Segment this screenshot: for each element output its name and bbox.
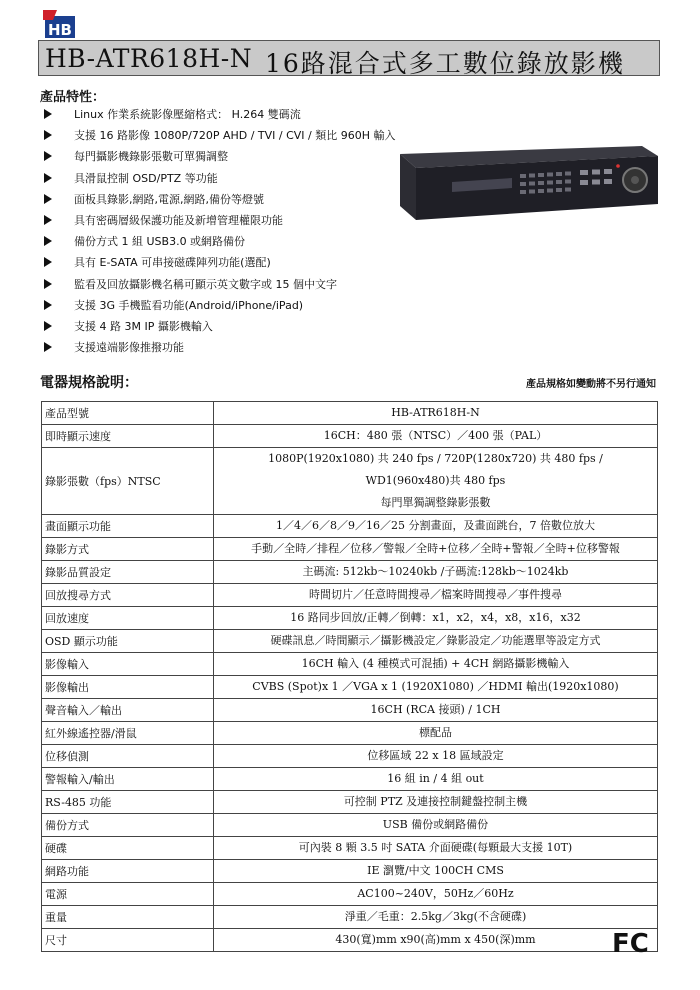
spec-value-line: 16 組 in / 4 組 out (387, 772, 484, 785)
spec-row (42, 584, 658, 607)
spec-label: 警報輸入/輸出 (42, 768, 214, 791)
spec-label: 回放速度 (42, 607, 214, 630)
bullet-arrow-icon (44, 173, 52, 183)
fc-mark-text: FC (612, 929, 649, 956)
spec-row (42, 814, 658, 837)
spec-label: 重量 (42, 906, 214, 929)
spec-change-notice: 產品規格如變動將不另行通知 (526, 379, 656, 390)
spec-label: 尺寸 (42, 929, 214, 952)
bullet-arrow-icon (44, 342, 52, 352)
spec-value-line: 16CH 輸入 (4 種模式可混插) + 4CH 網路攝影機輸入 (301, 657, 570, 670)
spec-value (214, 722, 658, 745)
title-banner (38, 40, 660, 76)
model-number: HB-ATR618H-N (45, 44, 253, 73)
spec-row (42, 676, 658, 699)
spec-label: 硬碟 (42, 837, 214, 860)
spec-label: 畫面顯示功能 (42, 515, 214, 538)
feature-text: 備份方式 1 組 USB3.0 或網路備份 (74, 235, 246, 249)
spec-value-line: WD1(960x480)共 480 fps (365, 474, 506, 487)
spec-value-line: 16 路同步回放/正轉／倒轉：x1，x2，x4，x8，x16，x32 (290, 611, 581, 624)
spec-value (214, 814, 658, 837)
spec-label: 回放搜尋方式 (42, 584, 214, 607)
feature-item (38, 189, 438, 210)
spec-row (42, 699, 658, 722)
spec-label: 紅外線遙控器/滑鼠 (42, 722, 214, 745)
feature-text: 具有 E-SATA 可串接磁碟陣列功能(選配) (74, 256, 271, 270)
spec-value (214, 791, 658, 814)
spec-label: 即時顯示速度 (42, 425, 214, 448)
spec-value-line: 430(寬)mm x90(高)mm x 450(深)mm (335, 933, 536, 946)
bullet-arrow-icon (44, 109, 52, 119)
spec-value (214, 745, 658, 768)
features-heading: 產品特性： (40, 90, 106, 105)
spec-row (42, 883, 658, 906)
bullet-arrow-icon (44, 194, 52, 204)
bullet-arrow-icon (44, 300, 52, 310)
spec-row (42, 791, 658, 814)
spec-value (214, 883, 658, 906)
spec-value-line: 可控制 PTZ 及連接控制鍵盤控制主機 (343, 795, 528, 808)
feature-item (38, 104, 438, 125)
spec-value (214, 676, 658, 699)
spec-value-line: 1／4／6／8／9／16／25 分割畫面，及畫面跳台，7 倍數位放大 (276, 519, 595, 532)
spec-row (42, 906, 658, 929)
spec-row (42, 538, 658, 561)
brand-logo (43, 10, 77, 40)
feature-item (38, 252, 438, 273)
spec-value-line: 時間切片／任意時間搜尋／檔案時間搜尋／事件搜尋 (309, 588, 562, 601)
spec-row (42, 837, 658, 860)
feature-item (38, 210, 438, 231)
spec-value-line: 每門單獨調整錄影張數 (380, 496, 491, 509)
spec-value (214, 425, 658, 448)
spec-row (42, 929, 658, 952)
dvr-device-image (392, 142, 660, 232)
spec-row (42, 860, 658, 883)
spec-value-line: 主碼流: 512kb～10240kb /子碼流:128kb～1024kb (302, 565, 569, 578)
bullet-arrow-icon (44, 321, 52, 331)
logo-text: HB (48, 21, 72, 39)
spec-value (214, 929, 658, 952)
spec-row (42, 448, 658, 515)
product-name: 16路混合式多工數位錄放影機 (265, 49, 625, 78)
feature-item (38, 125, 438, 146)
spec-value-line: 硬碟訊息／時間顯示／攝影機設定／錄影設定／功能選單等設定方式 (270, 634, 601, 647)
feature-text: 具滑鼠控制 OSD/PTZ 等功能 (74, 171, 218, 185)
spec-value-line: 標配品 (419, 726, 452, 739)
spec-row (42, 402, 658, 425)
spec-label: OSD 顯示功能 (42, 630, 214, 653)
feature-text: 支援 16 路影像 1080P/720P AHD / TVI / CVI / 類比 960H 輸入 (74, 129, 396, 143)
spec-value-line: HB-ATR618H-N (391, 406, 480, 419)
spec-value-line: 可內裝 8 顆 3.5 吋 SATA 介面硬碟(每顆最大支援 10T) (298, 841, 573, 854)
spec-row (42, 653, 658, 676)
feature-text: 支援遠端影像推撥功能 (74, 341, 184, 355)
feature-item (38, 337, 438, 358)
spec-value (214, 837, 658, 860)
spec-value (214, 768, 658, 791)
spec-label: RS-485 功能 (42, 791, 214, 814)
spec-value (214, 630, 658, 653)
spec-row (42, 561, 658, 584)
feature-item (38, 316, 438, 337)
spec-label: 產品型號 (42, 402, 214, 425)
spec-row (42, 722, 658, 745)
spec-label: 錄影張數（fps）NTSC (42, 448, 214, 515)
spec-row (42, 425, 658, 448)
feature-text: Linux 作業系統影像壓縮格式： H.264 雙碼流 (74, 108, 301, 121)
spec-value (214, 448, 658, 515)
spec-label: 影像輸入 (42, 653, 214, 676)
spec-value-line: IE 瀏覽/中文 100CH CMS (367, 864, 504, 877)
spec-row (42, 515, 658, 538)
spec-row (42, 745, 658, 768)
bullet-arrow-icon (44, 130, 52, 140)
spec-value (214, 860, 658, 883)
spec-value-line: 手動／全時／排程／位移／警報／全時+位移／全時+警報／全時+位移警報 (251, 542, 620, 555)
feature-text: 具有密碼層級保護功能及新增管理權限功能 (74, 213, 283, 227)
bullet-arrow-icon (44, 257, 52, 267)
fc-certification-icon (612, 928, 652, 956)
spec-value-line: 淨重／毛重：2.5kg／3kg(不含硬碟) (344, 910, 527, 923)
spec-value-line: 位移區域 22 x 18 區域設定 (367, 749, 504, 762)
feature-text: 支援 4 路 3M IP 攝影機輸入 (74, 319, 213, 333)
spec-label: 聲音輸入／輸出 (42, 699, 214, 722)
spec-value-line: 1080P(1920x1080) 共 240 fps / 720P(1280x720) 共 480 fps / (268, 452, 603, 465)
bullet-arrow-icon (44, 236, 52, 246)
spec-value (214, 402, 658, 425)
spec-value-line: 16CH：480 張（NTSC）／400 張（PAL） (323, 429, 548, 442)
spec-row (42, 607, 658, 630)
spec-label: 電源 (42, 883, 214, 906)
spec-value (214, 607, 658, 630)
spec-value (214, 653, 658, 676)
feature-item (38, 231, 438, 252)
feature-text: 每門攝影機錄影張數可單獨調整 (74, 150, 228, 164)
feature-text: 支援 3G 手機監看功能(Android/iPhone/iPad) (74, 298, 304, 312)
feature-item (38, 168, 438, 189)
feature-text: 面板具錄影,網路,電源,網路,備份等燈號 (74, 192, 264, 206)
spec-value (214, 584, 658, 607)
spec-value (214, 561, 658, 584)
spec-value (214, 906, 658, 929)
feature-text: 監看及回放攝影機名稱可顯示英文數字或 15 個中文字 (74, 277, 337, 291)
spec-label: 網路功能 (42, 860, 214, 883)
bullet-arrow-icon (44, 151, 52, 161)
spec-label: 錄影品質設定 (42, 561, 214, 584)
spec-heading: 電器規格說明： (40, 375, 138, 391)
spec-value-line: USB 備份或網路備份 (382, 818, 489, 831)
spec-row (42, 768, 658, 791)
spec-value (214, 515, 658, 538)
spec-value-line: CVBS (Spot)x 1 ／VGA x 1 (1920X1080) ／HDMI 輸出(1920x1080) (252, 680, 619, 693)
feature-item (38, 274, 438, 295)
spec-label: 影像輸出 (42, 676, 214, 699)
spec-value-line: 16CH (RCA 接頭) / 1CH (370, 703, 501, 716)
feature-item (38, 295, 438, 316)
spec-value-line: AC100~240V，50Hz／60Hz (357, 887, 514, 900)
bullet-arrow-icon (44, 215, 52, 225)
feature-item (38, 146, 438, 167)
spec-label: 備份方式 (42, 814, 214, 837)
bullet-arrow-icon (44, 279, 52, 289)
feature-list (38, 104, 438, 358)
spec-label: 錄影方式 (42, 538, 214, 561)
spec-label: 位移偵測 (42, 745, 214, 768)
spec-value (214, 538, 658, 561)
spec-row (42, 630, 658, 653)
spec-table (41, 401, 658, 952)
spec-value (214, 699, 658, 722)
